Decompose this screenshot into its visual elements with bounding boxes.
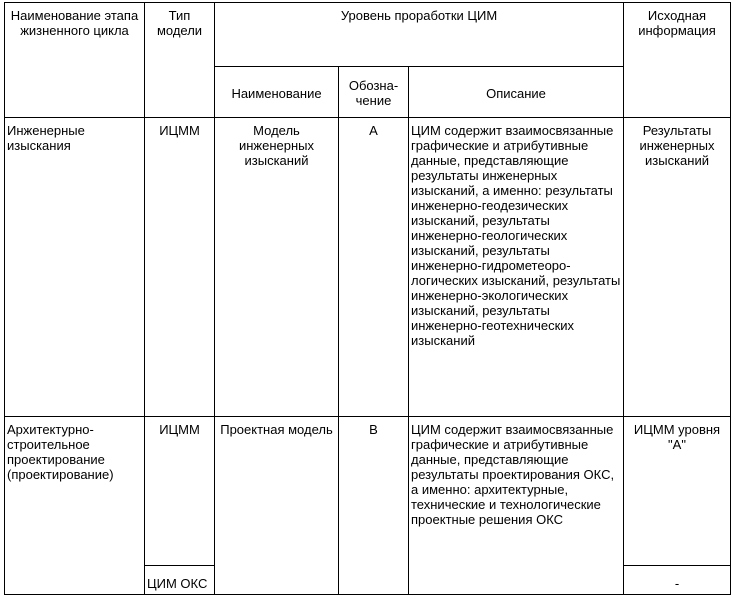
row-level-code: В — [339, 417, 409, 595]
header-level-desc: Описание — [409, 67, 624, 118]
table-row — [5, 118, 731, 417]
header-level-code: Обозна- чение — [339, 67, 409, 118]
row-model-type: ИЦММ — [145, 118, 215, 417]
row-stage: Архитектурно-строительное проектирование (проектирование) — [5, 417, 145, 595]
header-level-name: Наименование — [215, 67, 339, 118]
row-level-desc: ЦИМ содержит взаимосвязанные графические и атрибутивные данные, представляющие результаты инженерных изысканий, а именно: результаты инженерно-геодезических изысканий, результаты инженерно-геологических изысканий, результаты инженерно-гидрометеоро-логических изысканий, результаты инженерно-экологических изысканий, результаты инженерно-геотехнических изысканий — [409, 118, 624, 417]
row-source: ИЦММ уровня "А" — [624, 417, 731, 566]
header-level: Уровень проработки ЦИМ — [215, 3, 624, 67]
row-level-desc: ЦИМ содержит взаимосвязанные графические и атрибутивные данные, представляющие результаты проектирования ОКС, а именно: архитектурные, технические и технологические проектные решения ОКС — [409, 417, 624, 595]
row-level-name: Проектная модель — [215, 417, 339, 595]
row-source: Результаты инженерных изысканий — [624, 118, 731, 417]
row-model-type: ЦИМ ОКС — [145, 566, 215, 595]
row-source: - — [624, 566, 731, 595]
header-model-type: Тип модели — [145, 3, 215, 118]
row-level-code: А — [339, 118, 409, 417]
row-model-type: ИЦММ — [145, 417, 215, 566]
lod-table — [4, 2, 731, 595]
header-stage: Наименование этапа жизненного цикла — [5, 3, 145, 118]
header-row-1 — [5, 3, 731, 67]
table-row — [5, 417, 731, 566]
row-level-name: Модель инженерных изысканий — [215, 118, 339, 417]
row-stage: Инженерные изыскания — [5, 118, 145, 417]
header-source: Исходная информация — [624, 3, 731, 118]
